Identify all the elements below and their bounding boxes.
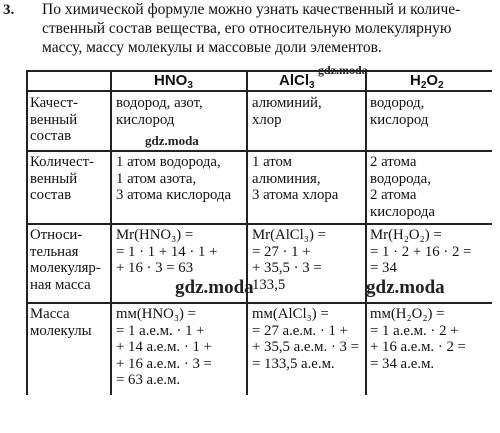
cell-line: = 63 а.е.м. (116, 372, 181, 388)
cell-line: = 34 а.е.м. (370, 355, 435, 372)
row-label-line: Масса (30, 306, 70, 322)
table-row-divider (26, 150, 492, 152)
cell-line: кислорода (370, 203, 435, 220)
cell-line: + 16 а.е.м. · 2 = (370, 339, 466, 355)
cell-line: кислород (370, 111, 429, 128)
cell-line: = 1 а.е.м. · 1 + (116, 322, 205, 339)
row-label-line: молекулы (30, 322, 92, 339)
cell-h2o2-quantitative (370, 154, 435, 220)
cell-line: 3 атома хлора (252, 187, 339, 203)
cell-line: 1 атом азота, (116, 170, 197, 187)
cell-h2o2-relative-mass (370, 227, 471, 277)
cell-line: хлор (252, 111, 282, 128)
row-label-relative-mass (30, 227, 101, 293)
cell-line: 133,5 (252, 276, 286, 293)
header-alcl3-base: AlCl (279, 72, 309, 89)
table-col-divider (110, 70, 112, 395)
cell-line: 1 атом (252, 154, 293, 170)
row-label-line: тельная (30, 243, 79, 260)
watermark: gdz.moda (318, 63, 368, 77)
table-col-divider (246, 70, 248, 395)
cell-line: + 16 а.е.м. · 3 = (116, 355, 212, 372)
cell-line: водорода, (370, 170, 431, 187)
row-label-quantitative (30, 154, 94, 204)
cell-alcl3-molecule-mass (252, 306, 359, 372)
problem-text-line: По химической формуле можно узнать качественный и количе- (42, 1, 461, 18)
header-alcl3 (279, 72, 315, 91)
row-label-line: венный (30, 111, 78, 128)
row-label-line: Качест- (30, 95, 78, 111)
cell-alcl3-relative-mass (252, 227, 326, 293)
cell-line: = 27 а.е.м. · 1 + (252, 322, 348, 339)
formula-line: mм(H₂O₂) = (370, 306, 445, 322)
row-label-line: Количест- (30, 154, 94, 170)
formula-line: mм(HNO₃) = (116, 306, 196, 322)
cell-line: водород, азот, (116, 95, 203, 111)
cell-line: алюминий, (252, 95, 322, 111)
cell-line: кислород (116, 111, 175, 128)
cell-line: = 1 · 2 + 16 · 2 = (370, 243, 472, 260)
row-label-line: Относи- (30, 227, 83, 243)
cell-line: водород, (370, 95, 425, 111)
cell-line: 2 атома (370, 154, 417, 170)
problem-text-line: ственный состав вещества, его относительную молекулярную (42, 20, 452, 37)
cell-hno3-qualitative (116, 95, 203, 128)
header-alcl3-sub: 3 (309, 80, 315, 91)
problem-text (42, 0, 492, 57)
cell-alcl3-qualitative (252, 95, 322, 128)
cell-line: + 16 · 3 = 63 (116, 260, 194, 276)
problem-number: 3. (3, 2, 15, 18)
row-label-line: состав (30, 128, 72, 144)
row-label-qualitative (30, 95, 78, 145)
cell-line: + 35,5 · 3 = (252, 260, 322, 276)
watermark: gdz.moda (366, 277, 445, 298)
table-col-divider (365, 70, 367, 395)
header-h2o2-h: H (410, 72, 421, 89)
table-row-divider (26, 223, 492, 225)
formula-line: Mr(HNO₃) = (116, 227, 194, 243)
header-h2o2-sub2: 2 (438, 80, 444, 91)
header-h2o2 (410, 72, 444, 91)
table-row-divider (26, 302, 492, 304)
cell-line: = 34 (370, 260, 397, 276)
header-hno3-base: HNO (154, 72, 188, 89)
row-label-line: состав (30, 187, 72, 203)
header-hno3-sub: 3 (187, 80, 193, 91)
problem-text-line: массу, массу молекулы и массовые доли элементов. (42, 39, 382, 56)
cell-line: = 27 · 1 + (252, 243, 311, 260)
formula-line: Mr(H₂O₂) = (370, 227, 442, 243)
header-hno3 (154, 72, 193, 91)
row-label-line: молекуляр- (30, 260, 101, 276)
formula-line: Mr(AlCl₃) = (252, 227, 326, 243)
cell-alcl3-quantitative (252, 154, 338, 204)
cell-line: алюминия, (252, 170, 321, 187)
row-label-line: венный (30, 170, 78, 187)
cell-line: + 35,5 а.е.м. · 3 = (252, 339, 360, 355)
cell-line: + 14 а.е.м. · 1 + (116, 339, 212, 355)
cell-h2o2-molecule-mass (370, 306, 466, 372)
cell-line: 3 атома кислорода (116, 187, 232, 203)
cell-line: 2 атома (370, 187, 417, 203)
cell-hno3-relative-mass (116, 227, 217, 277)
watermark: gdz.moda (145, 133, 199, 148)
watermark: gdz.moda (175, 277, 254, 298)
cell-line: = 133,5 а.е.м. (252, 355, 335, 372)
header-h2o2-sub1: 2 (420, 80, 427, 91)
formula-line: mм(AlCl₃) = (252, 306, 329, 322)
row-label-line: ная масса (30, 276, 91, 293)
properties-table (26, 70, 492, 395)
cell-hno3-molecule-mass (116, 306, 212, 389)
header-h2o2-o: O (426, 72, 439, 89)
table-border-left (26, 70, 28, 395)
cell-line: 1 атом водорода, (116, 154, 221, 170)
cell-h2o2-qualitative (370, 95, 428, 128)
row-label-molecule-mass (30, 306, 92, 339)
cell-line: = 1 · 1 + 14 · 1 + (116, 243, 218, 260)
cell-line: = 1 а.е.м. · 2 + (370, 322, 459, 339)
cell-hno3-quantitative (116, 154, 231, 204)
